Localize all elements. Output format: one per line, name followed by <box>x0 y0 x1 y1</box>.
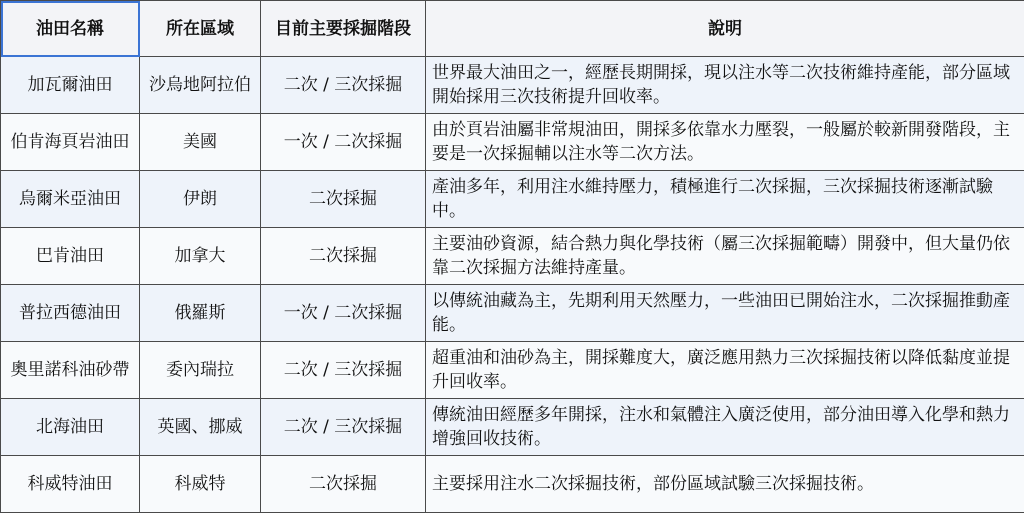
table-row <box>1 285 1024 342</box>
cell-stage[interactable]: 二次 / 三次採掘 <box>261 57 426 114</box>
cell-description[interactable]: 主要油砂資源，結合熱力與化學技術（屬三次採掘範疇）開發中，但大量仍依靠二次採掘方法維持產量。 <box>426 228 1024 285</box>
table-row <box>1 114 1024 171</box>
cell-region[interactable]: 加拿大 <box>140 228 261 285</box>
header-row <box>1 1 1024 57</box>
cell-stage[interactable]: 一次 / 二次採掘 <box>261 285 426 342</box>
cell-oil-field-name[interactable]: 巴肯油田 <box>1 228 140 285</box>
table-row <box>1 228 1024 285</box>
table-row <box>1 171 1024 228</box>
cell-oil-field-name[interactable]: 烏爾米亞油田 <box>1 171 140 228</box>
cell-oil-field-name[interactable]: 北海油田 <box>1 399 140 456</box>
cell-description[interactable]: 以傳統油藏為主，先期利用天然壓力，一些油田已開始注水，二次採掘推動產能。 <box>426 285 1024 342</box>
cell-region[interactable]: 俄羅斯 <box>140 285 261 342</box>
header-stage[interactable]: 目前主要採掘階段 <box>261 1 426 57</box>
cell-description[interactable]: 世界最大油田之一，經歷長期開採，現以注水等二次技術維持產能，部分區域開始採用三次技術提升回收率。 <box>426 57 1024 114</box>
cell-stage[interactable]: 一次 / 二次採掘 <box>261 114 426 171</box>
cell-region[interactable]: 英國、挪威 <box>140 399 261 456</box>
cell-region[interactable]: 科威特 <box>140 456 261 513</box>
cell-stage[interactable]: 二次 / 三次採掘 <box>261 399 426 456</box>
cell-oil-field-name[interactable]: 加瓦爾油田 <box>1 57 140 114</box>
cell-oil-field-name[interactable]: 伯肯海頁岩油田 <box>1 114 140 171</box>
cell-stage[interactable]: 二次採掘 <box>261 228 426 285</box>
cell-description[interactable]: 傳統油田經歷多年開採，注水和氣體注入廣泛使用，部分油田導入化學和熱力增強回收技術。 <box>426 399 1024 456</box>
table-row <box>1 57 1024 114</box>
cell-region[interactable]: 伊朗 <box>140 171 261 228</box>
table-row <box>1 342 1024 399</box>
cell-oil-field-name[interactable]: 普拉西德油田 <box>1 285 140 342</box>
cell-stage[interactable]: 二次 / 三次採掘 <box>261 342 426 399</box>
cell-region[interactable]: 沙烏地阿拉伯 <box>140 57 261 114</box>
cell-description[interactable]: 由於頁岩油屬非常規油田，開採多依靠水力壓裂，一般屬於較新開發階段，主要是一次採掘輔以注水等二次方法。 <box>426 114 1024 171</box>
cell-description[interactable]: 產油多年，利用注水維持壓力，積極進行二次採掘，三次採掘技術逐漸試驗中。 <box>426 171 1024 228</box>
header-description[interactable]: 說明 <box>426 1 1024 57</box>
header-oil-field-name[interactable]: 油田名稱 <box>1 1 140 57</box>
cell-description[interactable]: 主要採用注水二次採掘技術，部份區域試驗三次採掘技術。 <box>426 456 1024 513</box>
cell-region[interactable]: 委內瑞拉 <box>140 342 261 399</box>
header-region[interactable]: 所在區域 <box>140 1 261 57</box>
table-row <box>1 399 1024 456</box>
cell-oil-field-name[interactable]: 奧里諾科油砂帶 <box>1 342 140 399</box>
cell-stage[interactable]: 二次採掘 <box>261 456 426 513</box>
cell-oil-field-name[interactable]: 科威特油田 <box>1 456 140 513</box>
cell-description[interactable]: 超重油和油砂為主，開採難度大，廣泛應用熱力三次採掘技術以降低黏度並提升回收率。 <box>426 342 1024 399</box>
cell-region[interactable]: 美國 <box>140 114 261 171</box>
cell-stage[interactable]: 二次採掘 <box>261 171 426 228</box>
table-row <box>1 456 1024 513</box>
